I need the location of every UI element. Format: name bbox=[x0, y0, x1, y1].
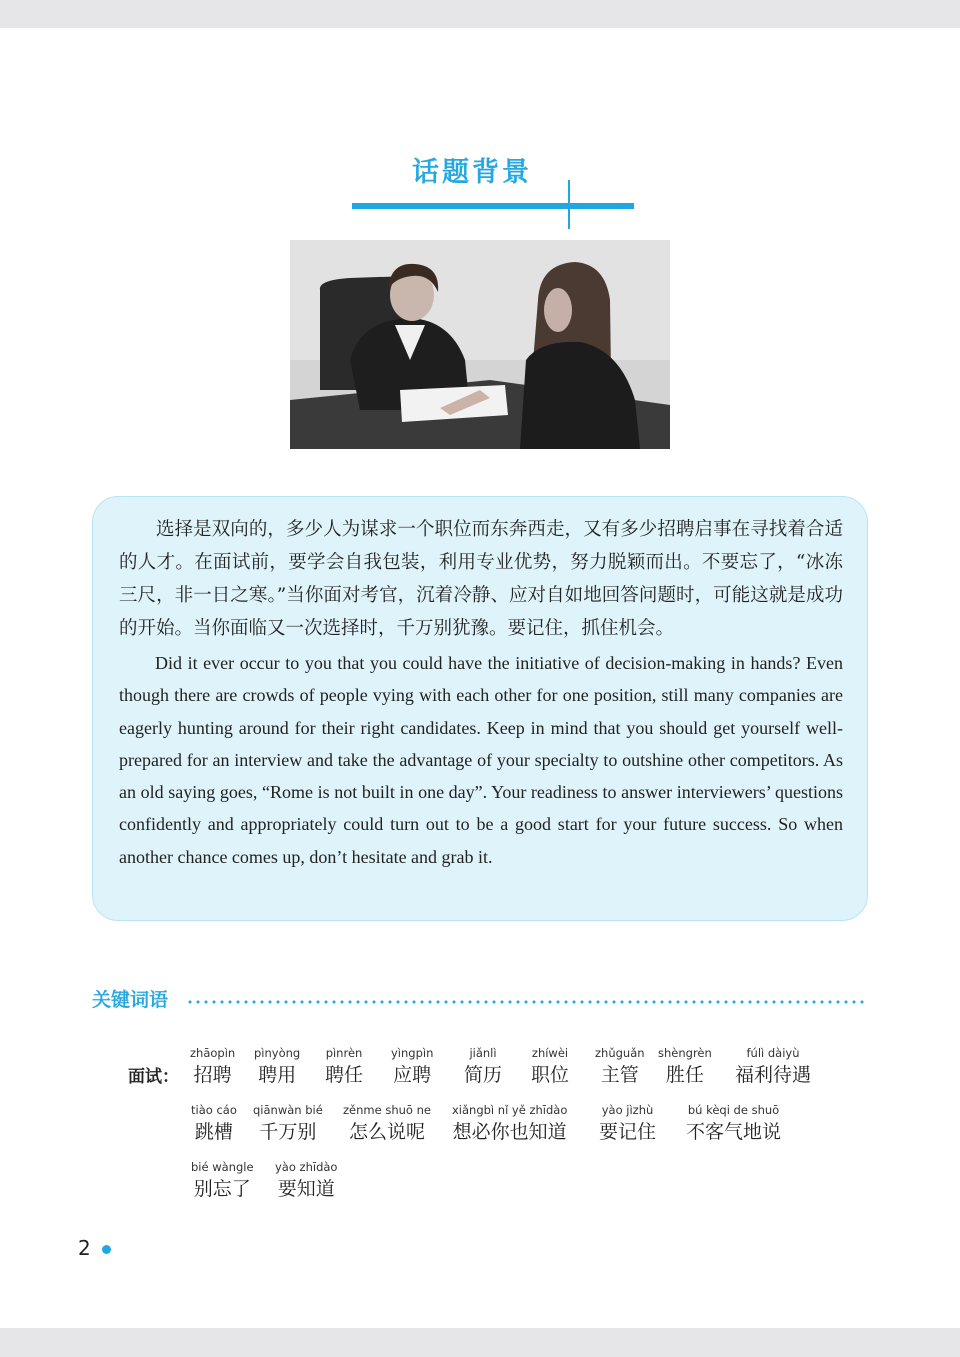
title-divider bbox=[568, 180, 570, 229]
vocab-hanzi: 想必你也知道 bbox=[452, 1121, 567, 1143]
vocab-item bbox=[735, 1044, 811, 1088]
vocab-pinyin: zěnme shuō ne bbox=[343, 1103, 431, 1117]
vocab-pinyin: fúlì dàiyù bbox=[746, 1046, 800, 1060]
section-title: 话题背景 bbox=[412, 157, 532, 188]
vocab-hanzi: 胜任 bbox=[665, 1064, 704, 1086]
vocab-item bbox=[254, 1044, 300, 1088]
vocab-item bbox=[658, 1044, 712, 1088]
vocab-pinyin: zhíwèi bbox=[531, 1046, 569, 1060]
background-text-chinese: 选择是双向的，多少人为谋求一个职位而东奔西走，又有多少招聘启事在寻找着合适的人才。在面试前，要学会自我包装，利用专业优势，努力脱颖而出。不要忘了，“冰冻三尺，非一日之寒。”当你面对考官，沉着冷静、应对自如地回答问题时，可能这就是成功的开始。当你面临又一次选择时，千万别犹豫。要记住，抓住机会。 bbox=[119, 519, 843, 639]
vocab-hanzi: 主管 bbox=[600, 1064, 639, 1086]
vocab-hanzi: 怎么说呢 bbox=[348, 1121, 425, 1143]
vocab-hanzi: 简历 bbox=[464, 1064, 503, 1086]
vocab-pinyin: bié wàngle bbox=[191, 1160, 254, 1174]
vocab-pinyin: shèngrèn bbox=[658, 1046, 712, 1060]
vocab-pinyin: qiānwàn bié bbox=[253, 1103, 323, 1117]
dotted-rule bbox=[186, 1000, 866, 1004]
vocab-item bbox=[599, 1101, 656, 1145]
vocab-item bbox=[464, 1044, 502, 1088]
interview-photo bbox=[290, 240, 670, 449]
vocab-item bbox=[531, 1044, 569, 1088]
vocab-pinyin: zhǔguǎn bbox=[595, 1046, 645, 1060]
background-text-english: Did it ever occur to you that you could have the initiative of decision-making in hands? Even though there are crowds of people vying with each other for one position, still many companies are eagerly hunting around for their right candidates. Keep in mind that you should get yourself well-prepared for an interview and take the advantage of your specialty to outshine other competitors. As an old saying goes, “Rome is not built in one day”. Your readiness to answer interviewers’ questions confidently and appropriately could turn out to be a good start for your future success. So when another chance comes up, don’t hesitate and grab it. bbox=[119, 653, 843, 867]
vocab-hanzi: 千万别 bbox=[259, 1121, 317, 1143]
vocab-pinyin: bú kèqi de shuō bbox=[687, 1103, 780, 1117]
title-underline bbox=[352, 203, 634, 209]
page-number-dot bbox=[102, 1245, 111, 1254]
vocab-hanzi: 职位 bbox=[531, 1064, 570, 1086]
vocab-pinyin: yào jìzhù bbox=[601, 1103, 654, 1117]
vocab-item bbox=[686, 1101, 781, 1145]
vocab-hanzi: 跳槽 bbox=[194, 1121, 233, 1143]
vocab-item bbox=[275, 1158, 337, 1202]
page-number: 2 bbox=[78, 1236, 91, 1260]
vocab-hanzi: 要知道 bbox=[277, 1178, 335, 1200]
vocab-pinyin: pìnrèn bbox=[325, 1046, 363, 1060]
vocab-pinyin: xiǎngbì nǐ yě zhīdào bbox=[452, 1103, 568, 1117]
vocab-pinyin: jiǎnlì bbox=[469, 1046, 497, 1060]
vocab-item bbox=[325, 1044, 363, 1088]
vocab-category-label: 面试： bbox=[128, 1067, 179, 1087]
vocab-pinyin: tiào cáo bbox=[191, 1103, 237, 1117]
vocab-hanzi: 要记住 bbox=[599, 1121, 657, 1143]
vocab-hanzi: 聘用 bbox=[258, 1064, 297, 1086]
vocab-item bbox=[343, 1101, 431, 1145]
vocab-hanzi: 聘任 bbox=[325, 1064, 364, 1086]
vocab-item bbox=[253, 1101, 323, 1145]
topic-background-box bbox=[92, 496, 868, 921]
vocab-item bbox=[391, 1044, 433, 1088]
vocab-item bbox=[191, 1158, 254, 1202]
vocab-hanzi: 应聘 bbox=[393, 1064, 432, 1086]
vocab-item bbox=[452, 1101, 567, 1145]
vocab-hanzi: 招聘 bbox=[193, 1064, 232, 1086]
vocab-pinyin: yào zhīdào bbox=[275, 1160, 338, 1174]
vocab-item bbox=[191, 1101, 237, 1145]
section-title-block bbox=[350, 150, 640, 230]
vocab-hanzi: 不客气地说 bbox=[686, 1121, 782, 1143]
keywords-title: 关键词语 bbox=[92, 989, 169, 1011]
vocab-item bbox=[190, 1044, 235, 1088]
vocab-pinyin: yìngpìn bbox=[391, 1046, 434, 1060]
vocab-pinyin: pìnyòng bbox=[254, 1046, 301, 1060]
vocab-hanzi: 福利待遇 bbox=[735, 1064, 812, 1086]
keywords-header bbox=[92, 985, 872, 1015]
vocab-pinyin: zhāopìn bbox=[190, 1046, 236, 1060]
interview-illustration bbox=[290, 240, 670, 449]
vocab-hanzi: 别忘了 bbox=[193, 1178, 251, 1200]
vocab-item bbox=[595, 1044, 645, 1088]
